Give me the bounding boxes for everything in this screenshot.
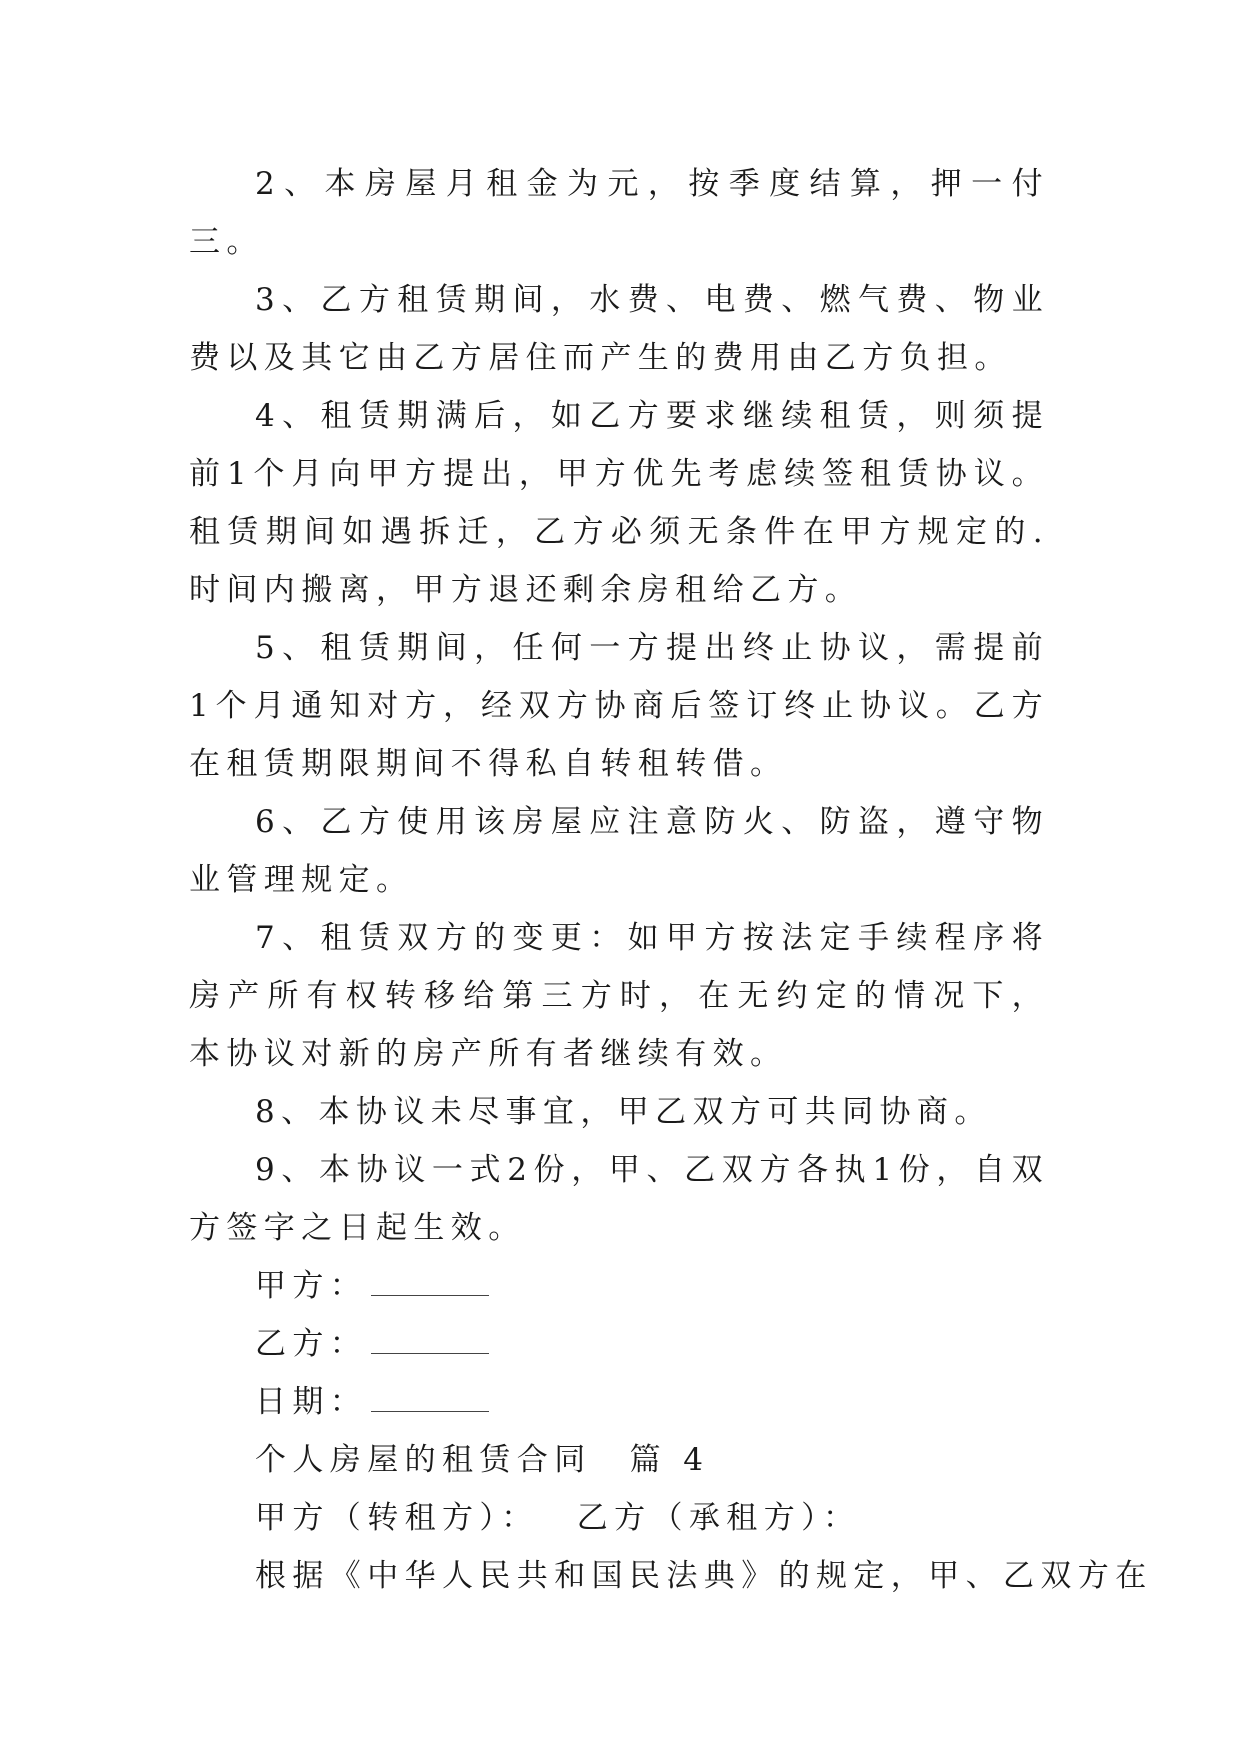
clause-2: 2、本房屋月租金为元，按季度结算，押一付三。 [189, 166, 1049, 260]
section-label: 篇 4 [629, 1442, 710, 1478]
signature-date-label: 日期： [255, 1384, 368, 1420]
section-heading [189, 1431, 1049, 1489]
clause-3: 3、乙方租赁期间，水费、电费、燃气费、物业费以及其它由乙方居住而产生的费用由乙方负担。 [189, 282, 1049, 376]
signature-party-a-label: 甲方： [255, 1268, 368, 1304]
party-a-label: 甲方（转租方）： [255, 1500, 539, 1536]
signature-date [189, 1373, 1049, 1431]
signature-blank [371, 1331, 489, 1354]
signature-party-b-label: 乙方： [255, 1326, 368, 1362]
parties-line [189, 1489, 1049, 1547]
signature-party-a [189, 1257, 1049, 1315]
clause-6: 6、乙方使用该房屋应注意防火、防盗，遵守物业管理规定。 [189, 804, 1049, 898]
clause-8: 8、本协议未尽事宜，甲乙双方可共同协商。 [255, 1094, 992, 1130]
signature-blank [371, 1273, 489, 1296]
section-intro: 根据《中华人民共和国民法典》的规定，甲、乙双方在 [255, 1558, 1153, 1594]
signature-blank [371, 1389, 489, 1412]
document-page [189, 155, 1153, 1605]
clause-4: 4、租赁期满后，如乙方要求继续租赁，则须提前1个月向甲方提出，甲方优先考虑续签租赁协议。租赁期间如遇拆迁，乙方必须无条件在甲方规定的.时间内搬离，甲方退还剩余房租给乙方。 [189, 398, 1049, 608]
party-b-label: 乙方（承租方）： [576, 1500, 861, 1536]
clause-9: 9、本协议一式2份，甲、乙双方各执1份，自双方签字之日起生效。 [189, 1152, 1049, 1246]
clause-7: 7、租赁双方的变更：如甲方按法定手续程序将房产所有权转移给第三方时，在无约定的情况下，本协议对新的房产所有者继续有效。 [189, 920, 1049, 1072]
clause-5: 5、租赁期间，任何一方提出终止协议，需提前1个月通知对方，经双方协商后签订终止协议。乙方在租赁期限期间不得私自转租转借。 [189, 630, 1049, 782]
signature-party-b [189, 1315, 1049, 1373]
section-title: 个人房屋的租赁合同 [255, 1442, 592, 1478]
